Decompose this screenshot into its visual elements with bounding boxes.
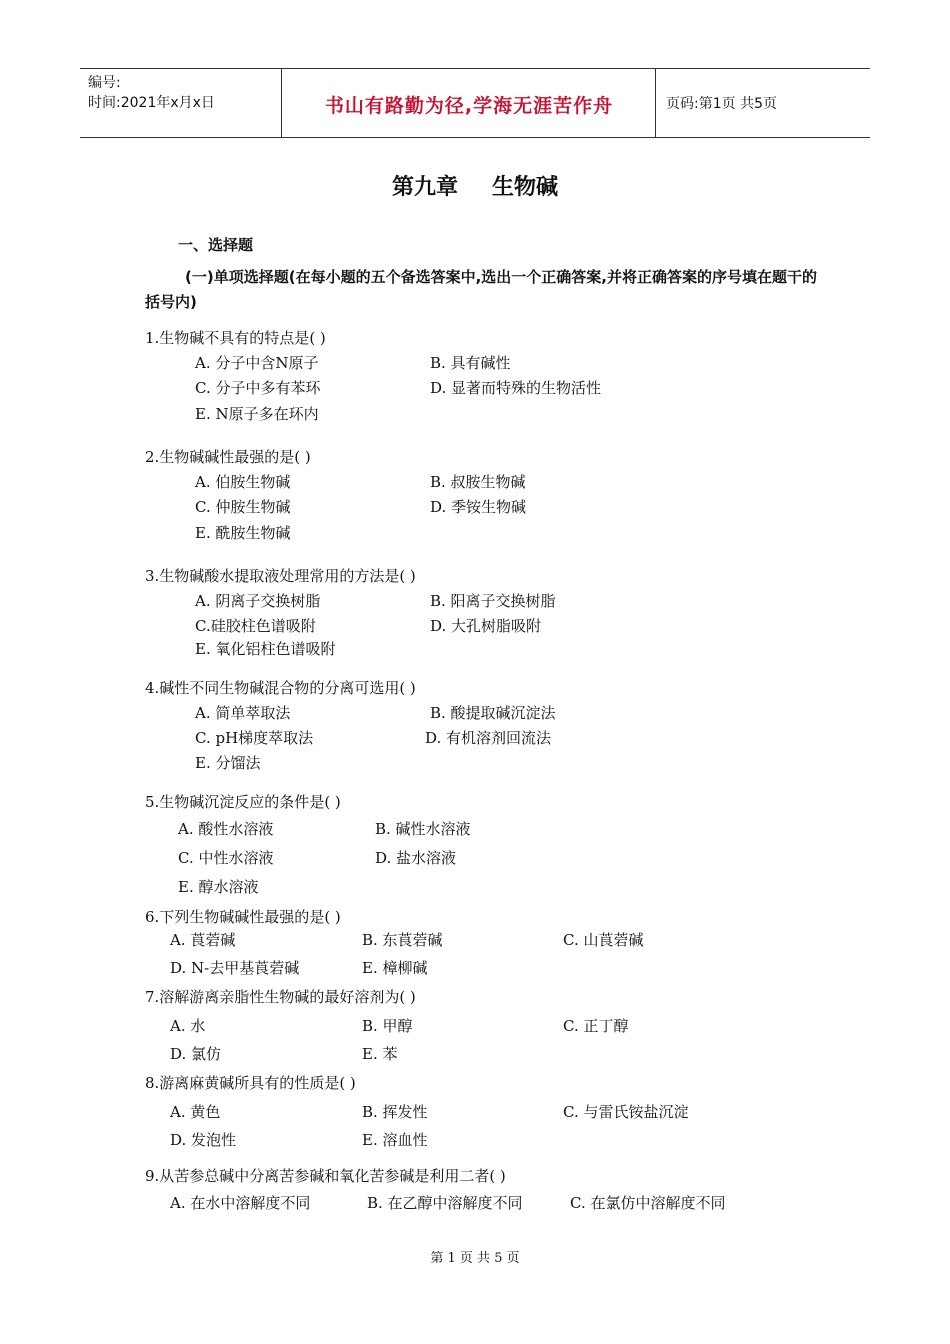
option: E. 溶血性 (362, 1131, 428, 1149)
option: D. 盐水溶液 (375, 849, 457, 867)
option: D. 氯仿 (170, 1045, 222, 1063)
option: B. 酸提取碱沉淀法 (430, 704, 556, 722)
option: B. 挥发性 (362, 1103, 428, 1121)
option: D. N-去甲基莨菪碱 (170, 959, 300, 977)
number-label: 编号: (88, 75, 121, 91)
option: B. 碱性水溶液 (375, 820, 471, 838)
header-meta (88, 73, 215, 113)
option: E. 氧化铝柱色谱吸附 (195, 640, 336, 658)
option: B. 在乙醇中溶解度不同 (367, 1194, 523, 1212)
option: B. 阳离子交换树脂 (430, 592, 556, 610)
header-divider (655, 69, 656, 137)
option: A. 水 (170, 1017, 206, 1035)
option: A. 在水中溶解度不同 (170, 1194, 311, 1212)
question-stem: 2.生物碱碱性最强的是( ) (145, 448, 311, 466)
option: C. 山莨菪碱 (563, 931, 644, 949)
option: A. 酸性水溶液 (178, 820, 274, 838)
subsection-heading: (一)单项选择题(在每小题的五个备选答案中,选出一个正确答案,并将正确答案的序号填在题干的括号内) (145, 268, 817, 311)
header-motto: 书山有路勤为径,学海无涯苦作舟 (324, 95, 614, 117)
option: C. 仲胺生物碱 (195, 498, 291, 516)
question-stem: 9.从苦参总碱中分离苦参碱和氧化苦参碱是利用二者( ) (145, 1167, 506, 1185)
option: A. 莨菪碱 (170, 931, 236, 949)
question-stem: 3.生物碱酸水提取液处理常用的方法是( ) (145, 567, 416, 585)
option: C. 正丁醇 (563, 1017, 629, 1035)
option: A. 分子中含N原子 (195, 354, 319, 372)
option: C.硅胶柱色谱吸附 (195, 617, 316, 635)
option: E. 醇水溶液 (178, 878, 259, 896)
question-stem: 5.生物碱沉淀反应的条件是( ) (145, 793, 341, 811)
option: B. 具有碱性 (430, 354, 511, 372)
option: E. 分馏法 (195, 754, 261, 772)
option: B. 甲醇 (362, 1017, 413, 1035)
option: E. 苯 (362, 1045, 398, 1063)
page-footer: 第 1 页 共 5 页 (430, 1251, 520, 1266)
option: C. 在氯仿中溶解度不同 (570, 1194, 726, 1212)
question-stem: 6.下列生物碱碱性最强的是( ) (145, 908, 341, 926)
time-label: 时间:2021年x月x日 (88, 95, 215, 111)
option: D. 显著而特殊的生物活性 (430, 379, 602, 397)
option: C. 中性水溶液 (178, 849, 274, 867)
option: A. 伯胺生物碱 (195, 473, 291, 491)
option: A. 黄色 (170, 1103, 221, 1121)
question-stem: 4.碱性不同生物碱混合物的分离可选用( ) (145, 679, 416, 697)
option: E. 酰胺生物碱 (195, 524, 291, 542)
question-stem: 8.游离麻黄碱所具有的性质是( ) (145, 1074, 356, 1092)
option: A. 阴离子交换树脂 (195, 592, 321, 610)
option: C. 与雷氏铵盐沉淀 (563, 1103, 689, 1121)
option: D. 发泡性 (170, 1131, 237, 1149)
option: E. N原子多在环内 (195, 405, 319, 423)
page-header (80, 68, 870, 138)
question-stem: 7.溶解游离亲脂性生物碱的最好溶剂为( ) (145, 988, 416, 1006)
question-stem: 1.生物碱不具有的特点是( ) (145, 329, 326, 347)
option: C. pH梯度萃取法 (195, 729, 314, 747)
chapter-title (0, 170, 950, 201)
option: D. 大孔树脂吸附 (430, 617, 542, 635)
chapter-number: 第九章 (391, 175, 458, 200)
option: E. 樟柳碱 (362, 959, 428, 977)
section-heading: 一、选择题 (178, 236, 254, 254)
option: B. 叔胺生物碱 (430, 473, 526, 491)
option: A. 简单萃取法 (195, 704, 291, 722)
option: D. 有机溶剂回流法 (425, 729, 552, 747)
option: B. 东莨菪碱 (362, 931, 443, 949)
option: C. 分子中多有苯环 (195, 379, 321, 397)
option: D. 季铵生物碱 (430, 498, 527, 516)
header-page-label: 页码:第1页 共5页 (666, 96, 777, 112)
chapter-name: 生物碱 (492, 175, 559, 200)
